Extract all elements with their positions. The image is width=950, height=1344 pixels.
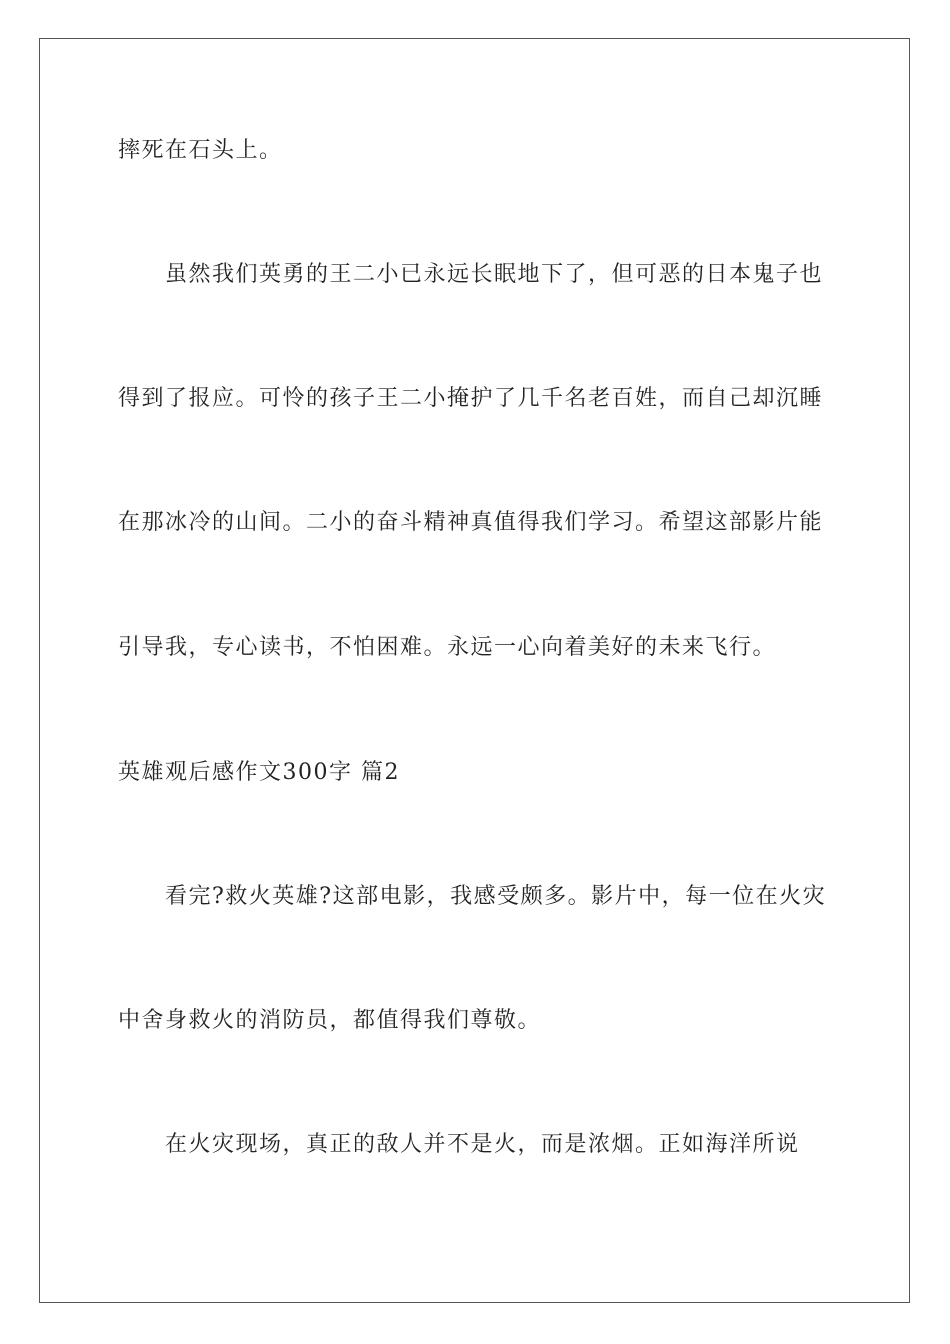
paragraph-line: 在那冰冷的山间。二小的奋斗精神真值得我们学习。希望这部影片能: [118, 510, 824, 535]
paragraph-line: 得到了报应。可怜的孩子王二小掩护了几千名老百姓，而自己却沉睡: [118, 386, 824, 411]
paragraph-line: 在火灾现场，真正的敌人并不是火，而是浓烟。正如海洋所说: [165, 1132, 800, 1157]
page-border: [39, 38, 910, 1303]
section-heading: 英雄观后感作文300字 篇2: [118, 760, 400, 785]
paragraph-line: 摔死在石头上。: [118, 138, 283, 163]
paragraph-line: 引导我，专心读书，不怕困难。永远一心向着美好的未来飞行。: [118, 635, 777, 660]
paragraph-line: 中舍身救火的消防员，都值得我们尊敬。: [118, 1008, 542, 1033]
paragraph-line: 看完?救火英雄?这部电影，我感受颇多。影片中，每一位在火灾: [165, 884, 827, 909]
paragraph-line: 虽然我们英勇的王二小已永远长眠地下了，但可恶的日本鬼子也: [165, 262, 824, 287]
